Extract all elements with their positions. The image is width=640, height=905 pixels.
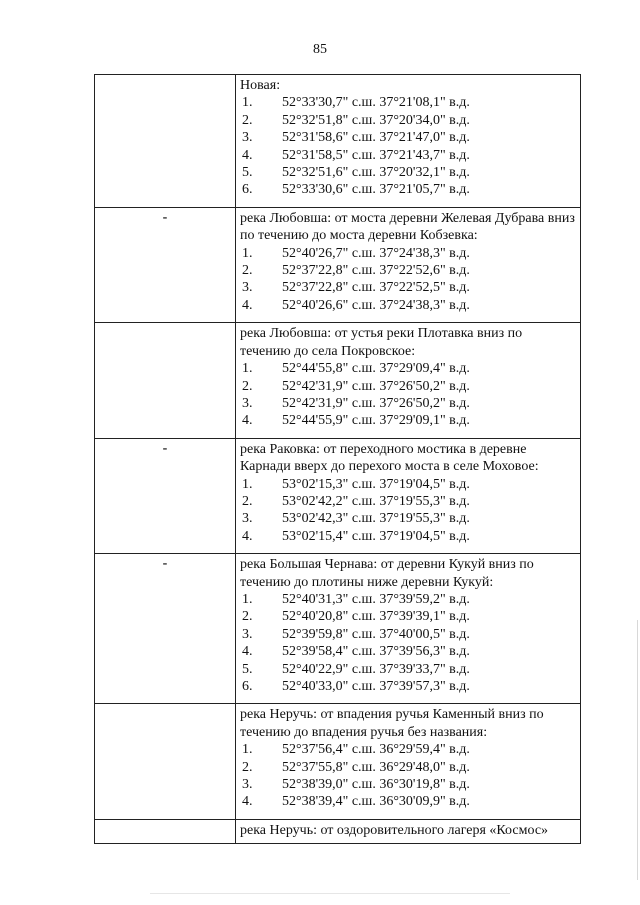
row-marker: - bbox=[162, 440, 168, 456]
list-item bbox=[240, 181, 576, 198]
point-number: 4. bbox=[242, 528, 253, 544]
point-coordinates: 52°42'31,9" с.ш. 37°26'50,2" в.д. bbox=[282, 378, 470, 394]
point-coordinates: 52°42'31,9" с.ш. 37°26'50,2" в.д. bbox=[282, 395, 470, 411]
point-number: 2. bbox=[242, 493, 253, 509]
point-number: 1. bbox=[242, 95, 253, 111]
table-row bbox=[95, 554, 581, 704]
point-number: 4. bbox=[242, 644, 253, 660]
point-coordinates: 52°31'58,6" с.ш. 37°21'47,0" в.д. bbox=[282, 130, 470, 146]
list-item bbox=[240, 643, 576, 660]
area-description: Новая: bbox=[240, 78, 281, 93]
table-body bbox=[95, 75, 581, 844]
point-coordinates: 52°37'55,8" с.ш. 36°29'48,0" в.д. bbox=[282, 759, 470, 775]
point-coordinates: 52°38'39,0" с.ш. 36°30'19,8" в.д. bbox=[282, 777, 470, 793]
table-row bbox=[95, 207, 581, 322]
point-coordinates: 53°02'15,3" с.ш. 37°19'04,5" в.д. bbox=[282, 476, 470, 492]
row-marker: - bbox=[162, 209, 168, 225]
list-item bbox=[240, 378, 576, 395]
list-item bbox=[240, 94, 576, 111]
area-description: река Неручь: от впадения ручья Каменный вниз по течению до впадения ручья без названия: bbox=[240, 707, 544, 740]
list-item bbox=[240, 678, 576, 695]
row-marker-cell bbox=[95, 75, 236, 208]
list-item bbox=[240, 493, 576, 510]
row-marker-cell bbox=[95, 554, 236, 704]
coordinate-list bbox=[240, 360, 576, 430]
list-item bbox=[240, 528, 576, 545]
point-coordinates: 52°44'55,8" с.ш. 37°29'09,4" в.д. bbox=[282, 361, 470, 377]
point-number: 1. bbox=[242, 742, 253, 758]
point-number: 2. bbox=[242, 112, 253, 128]
point-coordinates: 52°38'39,4" с.ш. 36°30'09,9" в.д. bbox=[282, 794, 470, 810]
row-marker-cell bbox=[95, 704, 236, 819]
point-number: 5. bbox=[242, 661, 253, 677]
point-number: 5. bbox=[242, 165, 253, 181]
list-item bbox=[240, 661, 576, 678]
coordinate-list bbox=[240, 741, 576, 811]
coordinate-list bbox=[240, 476, 576, 546]
page-number: 85 bbox=[313, 42, 327, 57]
list-item bbox=[240, 147, 576, 164]
row-marker: - bbox=[162, 556, 168, 572]
point-coordinates: 52°37'22,8" с.ш. 37°22'52,6" в.д. bbox=[282, 263, 470, 279]
list-item bbox=[240, 510, 576, 527]
point-number: 2. bbox=[242, 378, 253, 394]
list-item bbox=[240, 608, 576, 625]
row-description-cell bbox=[236, 323, 581, 438]
table-row bbox=[95, 323, 581, 438]
list-item bbox=[240, 395, 576, 412]
list-item bbox=[240, 360, 576, 377]
table-row bbox=[95, 75, 581, 208]
area-description: река Раковка: от переходного мостика в деревне Карнади вверх до перехого моста в селе Моховое: bbox=[240, 441, 539, 475]
row-description-cell bbox=[236, 704, 581, 819]
row-description-cell bbox=[236, 819, 581, 843]
area-description: река Неручь: от оздоровительного лагеря «Космос» bbox=[240, 822, 549, 838]
table-row bbox=[95, 438, 581, 553]
point-coordinates: 53°02'15,4" с.ш. 37°19'04,5" в.д. bbox=[282, 528, 470, 544]
scan-edge-artifact bbox=[637, 620, 638, 880]
point-coordinates: 52°33'30,6" с.ш. 37°21'05,7" в.д. bbox=[282, 182, 470, 198]
list-item bbox=[240, 591, 576, 608]
row-marker-cell bbox=[95, 438, 236, 553]
point-coordinates: 52°37'22,8" с.ш. 37°22'52,5" в.д. bbox=[282, 280, 470, 296]
point-number: 3. bbox=[242, 130, 253, 146]
point-number: 4. bbox=[242, 794, 253, 810]
area-description: река Большая Чернава: от деревни Кукуй вниз по течению до плотины ниже деревни Кукуй: bbox=[240, 557, 534, 590]
list-item bbox=[240, 741, 576, 758]
point-coordinates: 52°39'58,4" с.ш. 37°39'56,3" в.д. bbox=[282, 644, 470, 660]
scan-bottom-artifact bbox=[150, 893, 510, 894]
point-coordinates: 52°37'56,4" с.ш. 36°29'59,4" в.д. bbox=[282, 742, 470, 758]
list-item bbox=[240, 129, 576, 146]
row-marker-cell bbox=[95, 819, 236, 843]
point-coordinates: 52°32'51,8" с.ш. 37°20'34,0" в.д. bbox=[282, 112, 470, 128]
point-coordinates: 53°02'42,3" с.ш. 37°19'55,3" в.д. bbox=[282, 511, 470, 527]
list-item bbox=[240, 112, 576, 129]
list-item bbox=[240, 245, 576, 262]
list-item bbox=[240, 793, 576, 810]
row-description-cell bbox=[236, 554, 581, 704]
point-number: 3. bbox=[242, 395, 253, 411]
point-number: 4. bbox=[242, 413, 253, 429]
row-marker-cell bbox=[95, 207, 236, 322]
list-item bbox=[240, 164, 576, 181]
point-coordinates: 52°33'30,7" с.ш. 37°21'08,1" в.д. bbox=[282, 95, 470, 111]
point-number: 3. bbox=[242, 626, 253, 642]
row-description-cell bbox=[236, 75, 581, 208]
point-number: 3. bbox=[242, 280, 253, 296]
point-coordinates: 52°40'33,0" с.ш. 37°39'57,3" в.д. bbox=[282, 679, 470, 694]
list-item bbox=[240, 297, 576, 314]
coordinate-list bbox=[240, 591, 576, 695]
point-coordinates: 52°40'26,6" с.ш. 37°24'38,3" в.д. bbox=[282, 297, 470, 313]
point-coordinates: 52°32'51,6" с.ш. 37°20'32,1" в.д. bbox=[282, 165, 470, 181]
point-number: 3. bbox=[242, 511, 253, 527]
table-row bbox=[95, 704, 581, 819]
area-description: река Любовша: от моста деревни Желевая Дубрава вниз по течению до моста деревни Кобзевка: bbox=[240, 210, 575, 244]
point-coordinates: 52°40'20,8" с.ш. 37°39'39,1" в.д. bbox=[282, 609, 470, 625]
point-number: 4. bbox=[242, 297, 253, 313]
list-item bbox=[240, 759, 576, 776]
point-coordinates: 52°44'55,9" с.ш. 37°29'09,1" в.д. bbox=[282, 413, 470, 429]
point-number: 1. bbox=[242, 591, 253, 607]
point-coordinates: 52°40'31,3" с.ш. 37°39'59,2" в.д. bbox=[282, 591, 470, 607]
point-coordinates: 52°40'22,9" с.ш. 37°39'33,7" в.д. bbox=[282, 661, 470, 677]
table-row bbox=[95, 819, 581, 843]
list-item bbox=[240, 626, 576, 643]
point-number: 1. bbox=[242, 476, 253, 492]
point-number: 6. bbox=[242, 679, 253, 694]
coordinate-list bbox=[240, 94, 576, 198]
point-number: 2. bbox=[242, 759, 253, 775]
list-item bbox=[240, 476, 576, 493]
water-areas-table bbox=[94, 74, 581, 844]
list-item bbox=[240, 412, 576, 429]
row-description-cell bbox=[236, 207, 581, 322]
point-number: 2. bbox=[242, 609, 253, 625]
coordinate-list bbox=[240, 245, 576, 315]
point-coordinates: 52°40'26,7" с.ш. 37°24'38,3" в.д. bbox=[282, 245, 470, 261]
row-marker-cell bbox=[95, 323, 236, 438]
list-item bbox=[240, 279, 576, 296]
point-number: 3. bbox=[242, 777, 253, 793]
list-item bbox=[240, 262, 576, 279]
point-number: 2. bbox=[242, 263, 253, 279]
list-item bbox=[240, 776, 576, 793]
point-coordinates: 52°39'59,8" с.ш. 37°40'00,5" в.д. bbox=[282, 626, 470, 642]
point-number: 6. bbox=[242, 182, 253, 198]
point-number: 1. bbox=[242, 245, 253, 261]
row-description-cell bbox=[236, 438, 581, 553]
point-coordinates: 52°31'58,5" с.ш. 37°21'43,7" в.д. bbox=[282, 147, 470, 163]
area-description: река Любовша: от устья реки Плотавка вниз по течению до села Покровское: bbox=[240, 326, 523, 359]
point-coordinates: 53°02'42,2" с.ш. 37°19'55,3" в.д. bbox=[282, 493, 470, 509]
point-number: 4. bbox=[242, 147, 253, 163]
point-number: 1. bbox=[242, 361, 253, 377]
